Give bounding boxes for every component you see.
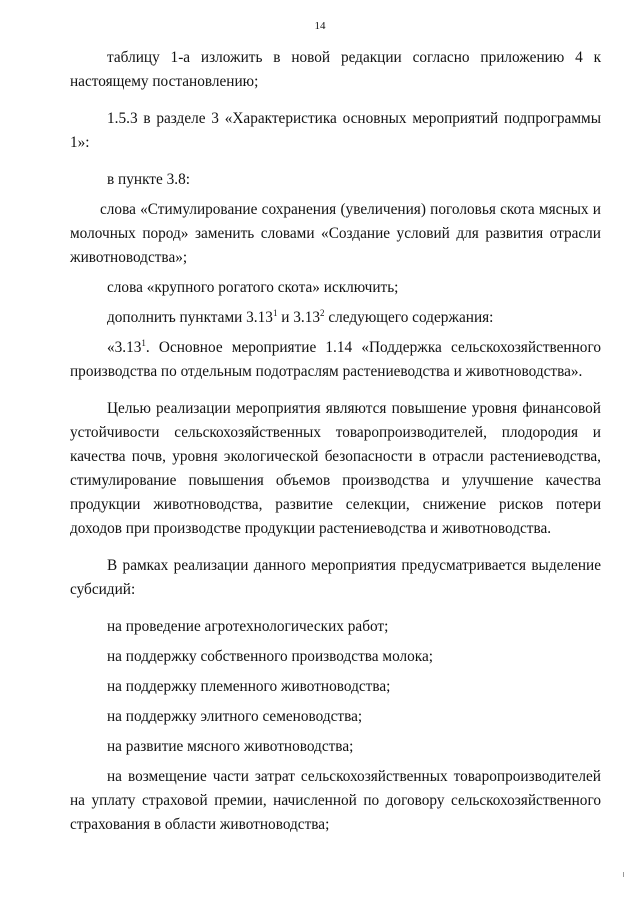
- paragraph-table-1a: таблицу 1-а изложить в новой редакции согласно приложению 4 к настоящему постановлению;: [70, 49, 601, 90]
- add-points-text-c: следующего содержания:: [324, 309, 494, 326]
- superscript-3: 1: [141, 337, 146, 348]
- page-number: 14: [314, 20, 326, 32]
- paragraph-point-3-8: в пункте 3.8:: [107, 171, 190, 188]
- paragraph-section-1-5-3: 1.5.3 в разделе 3 «Характеристика основных мероприятий подпрограммы 1»:: [70, 110, 601, 151]
- paragraph-words-replace: слова «Стимулирование сохранения (увеличения) поголовья скота мясных и молочных пород» заменить словами «Создание условий для развития отрасли животноводства»;: [70, 201, 601, 266]
- superscript-2: 2: [320, 307, 325, 318]
- superscript-1: 1: [272, 307, 278, 318]
- subsidy-item: на проведение агротехнологических работ;: [107, 618, 389, 635]
- subsidy-item: на поддержку элитного семеноводства;: [107, 708, 363, 725]
- subsidy-item: на возмещение части затрат сельскохозяйственных товаропроизводителей на уплату страховой премии, начисленной по договору сельскохозяйственного страхования в области животноводства;: [70, 768, 601, 833]
- point-3-13-1-text: . Основное мероприятие 1.14 «Поддержка сельскохозяйственного производства по отдельным подотраслям растениеводства и животноводства».: [70, 339, 601, 380]
- add-points-text-b: и 3.13: [277, 309, 321, 326]
- paragraph-subsidies-intro: В рамках реализации данного мероприятия предусматривается выделение субсидий:: [70, 557, 601, 598]
- paragraph-words-exclude: слова «крупного рогатого скота» исключить;: [107, 279, 399, 296]
- add-points-text-a: дополнить пунктами 3.13: [107, 309, 273, 326]
- subsidy-item: на развитие мясного животноводства;: [107, 738, 354, 755]
- subsidy-item: на поддержку племенного животноводства;: [107, 678, 391, 695]
- subsidy-item: на поддержку собственного производства молока;: [107, 648, 434, 665]
- paragraph-add-points: [70, 306, 601, 330]
- scan-mark: [623, 872, 624, 877]
- paragraph-point-3-13-1: [70, 336, 601, 384]
- paragraph-goal: Целью реализации мероприятия являются повышение уровня финансовой устойчивости сельскохозяйственных товаропроизводителей, плодородия и качества почв, уровня экологической безопасности в отрасли растениеводства, стимулирование повышения объемов производства и улучшение качества продукции животноводства, развитие селекции, снижение рисков потери доходов при производстве продукции растениеводства и животноводства.: [70, 400, 601, 537]
- document-body: [70, 46, 601, 837]
- point-3-13-1-number: «3.13: [107, 339, 142, 356]
